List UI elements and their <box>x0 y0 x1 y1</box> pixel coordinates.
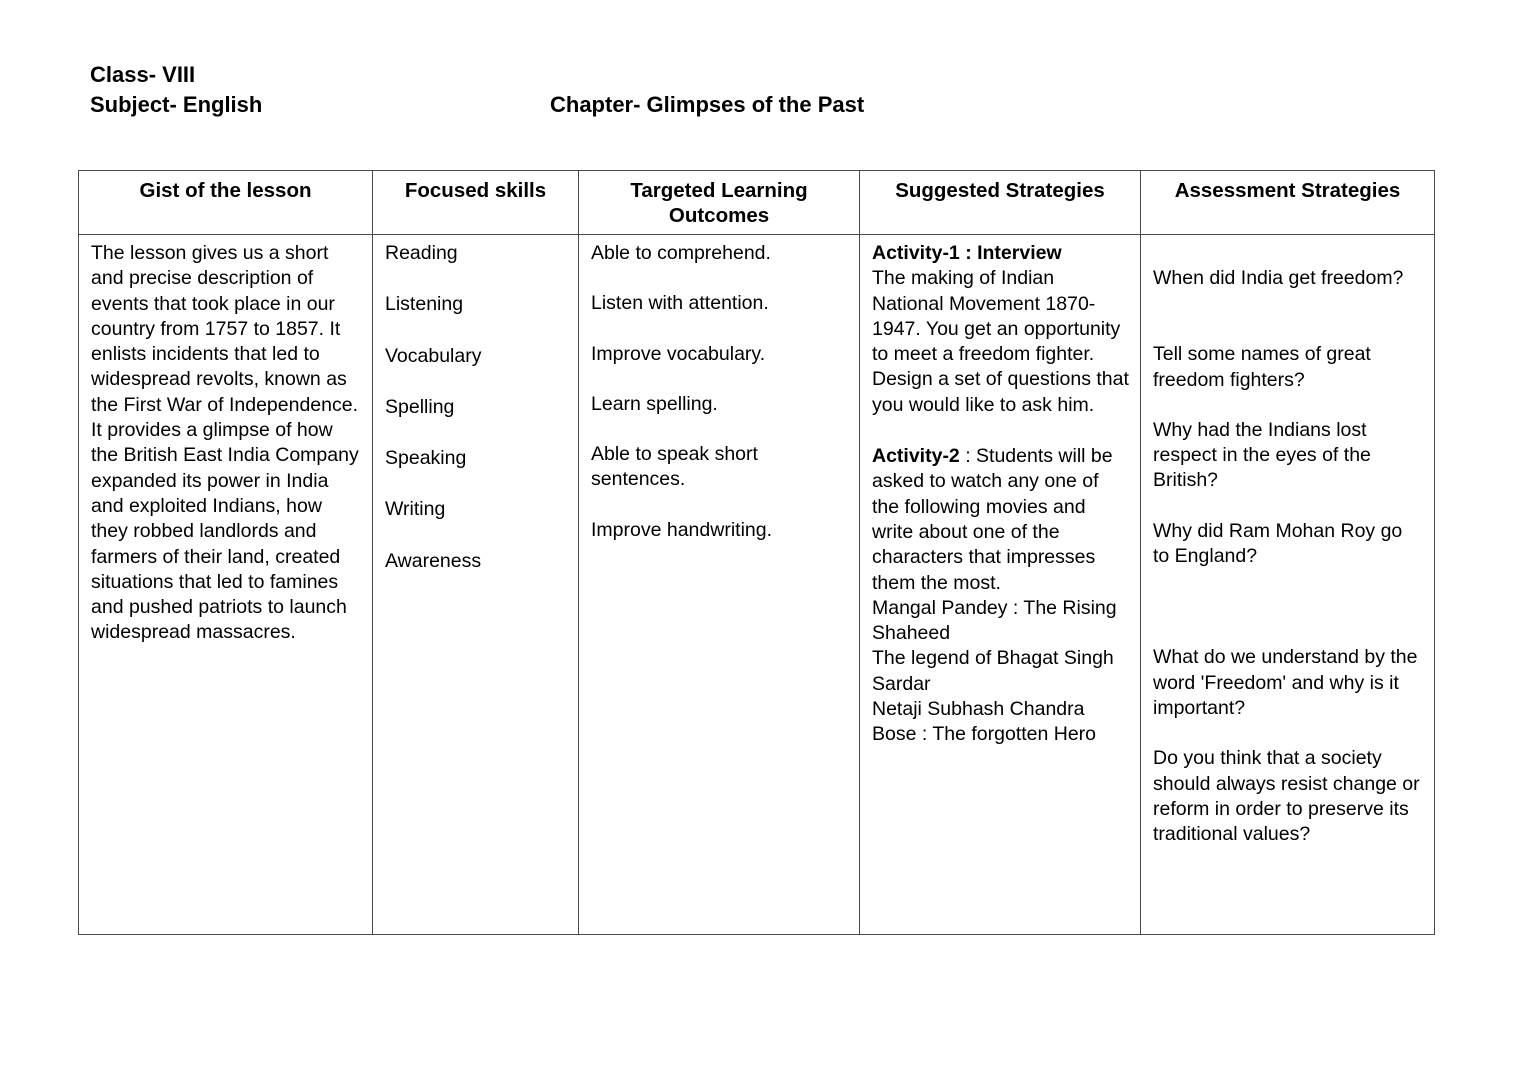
column-header-suggested-strategies: Suggested Strategies <box>860 171 1141 235</box>
question-item: Why had the Indians lost respect in the eyes of the British? <box>1153 418 1371 492</box>
skill-item: Spelling <box>385 395 455 418</box>
class-line: Class- VIII <box>90 62 196 87</box>
column-header-gist: Gist of the lesson <box>79 171 373 235</box>
question-item: Why did Ram Mohan Roy go to England? <box>1153 519 1403 568</box>
lesson-plan-table <box>78 170 1435 935</box>
column-header-learning-outcomes: Targeted Learning Outcomes <box>579 171 860 235</box>
activity1-task: Design a set of questions that you would like to ask him. <box>872 368 1129 416</box>
assessment-strategies-cell <box>1141 235 1435 935</box>
outcome-item: Learn spelling. <box>591 392 718 415</box>
activity2-paragraph <box>872 444 1129 596</box>
outcome-item: Able to speak short sentences. <box>591 443 758 491</box>
table-row <box>79 235 1435 935</box>
gist-text: The lesson gives us a short and precise description of events that took place in our country from 1757 to 1857. It enlists incidents that led to widespread revolts, known as the First War of Independence. It provides a glimpse of how the British East India Company expanded its power in India and exploited Indians, how they robbed landlords and farmers of their land, created situations that led to famines and pushed patriots to launch widespread massacres. <box>91 242 359 644</box>
column-header-focused-skills: Focused skills <box>373 171 579 235</box>
learning-outcomes-list <box>591 241 848 543</box>
subject-row <box>90 90 1536 120</box>
outcome-item: Improve handwriting. <box>591 518 773 541</box>
movie-line: Mangal Pandey : The Rising <box>872 596 1117 619</box>
focused-skills-list <box>385 241 567 574</box>
outcome-item: Listen with attention. <box>591 292 769 315</box>
question-item: What do we understand by the word 'Freedom' and why is it important? <box>1153 646 1418 719</box>
activity1-title: Activity-1 : Interview <box>872 242 1062 264</box>
subject-line: Subject- English <box>90 92 263 117</box>
outcome-item: Improve vocabulary. <box>591 342 766 365</box>
movie-line: Shaheed <box>872 622 951 645</box>
assessment-questions-list <box>1153 266 1423 847</box>
activity2-description: : Students will be asked to watch any one of the following movies and write about one of the characters that impresses them the most. <box>872 445 1113 594</box>
skill-item: Reading <box>385 242 458 264</box>
document-header <box>90 60 1536 120</box>
table-header-row <box>79 171 1435 235</box>
movie-line: Sardar <box>872 672 931 695</box>
focused-skills-cell <box>373 235 579 935</box>
skill-item: Writing <box>385 498 446 521</box>
activity1-description: The making of Indian National Movement 1870-1947. You get an opportunity to meet a freedom fighter. <box>872 267 1121 366</box>
outcome-item: Able to comprehend. <box>591 242 771 264</box>
question-item: Do you think that a society should always resist change or reform in order to preserve its traditional values? <box>1153 747 1420 846</box>
gist-cell <box>79 235 373 935</box>
activity2-title: Activity-2 <box>872 445 960 468</box>
skill-item: Listening <box>385 293 464 316</box>
suggested-strategies-cell <box>860 235 1141 935</box>
movies-list <box>872 596 1129 748</box>
column-header-assessment-strategies: Assessment Strategies <box>1141 171 1435 235</box>
skill-item: Speaking <box>385 447 467 470</box>
question-item: Tell some names of great freedom fighters? <box>1153 343 1371 391</box>
learning-outcomes-cell <box>579 235 860 935</box>
chapter-line: Chapter- Glimpses of the Past <box>550 92 865 117</box>
skill-item: Awareness <box>385 549 482 572</box>
movie-line: Netaji Subhash Chandra Bose : The forgotten Hero <box>872 698 1097 746</box>
movie-line: The legend of Bhagat Singh <box>872 647 1114 670</box>
question-item: When did India get freedom? <box>1153 267 1404 289</box>
skill-item: Vocabulary <box>385 344 482 367</box>
